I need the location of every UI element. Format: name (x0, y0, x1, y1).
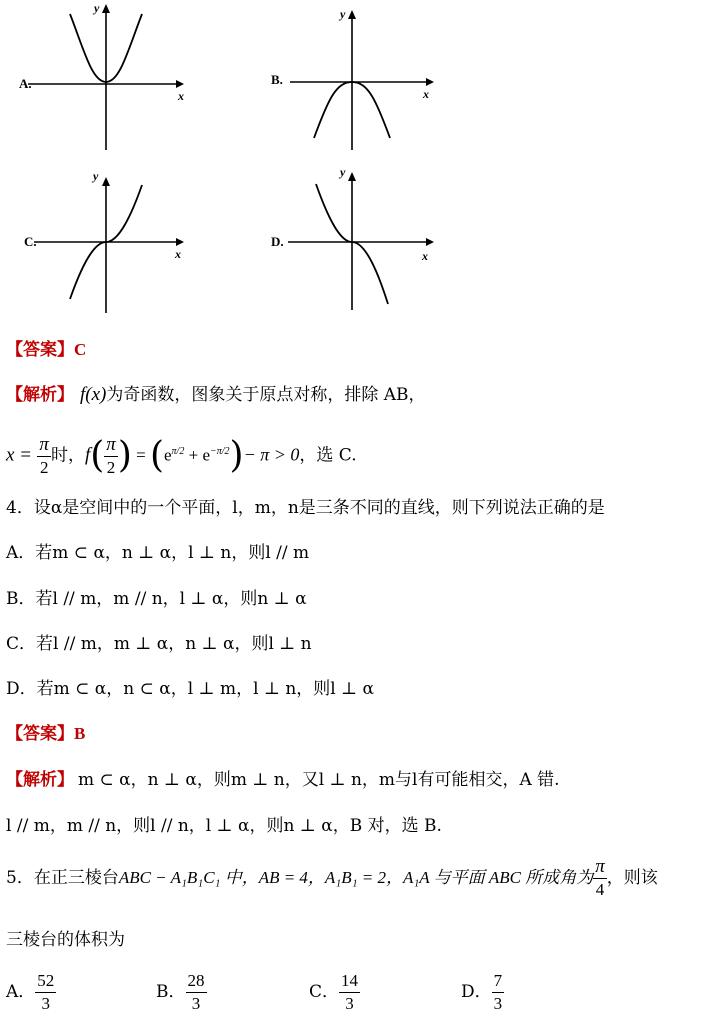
answer-value: C (74, 340, 87, 359)
q4-answer (6, 722, 85, 746)
x-axis-label: x (175, 247, 181, 261)
numerator: π (39, 433, 49, 455)
graph-d (268, 160, 458, 320)
q4-stem: 4．设α是空间中的一个平面，l，m，n是三条不同的直线，则下列说法正确的是 (6, 498, 605, 518)
denominator: 2 (39, 457, 49, 477)
graph-label: D. (271, 234, 284, 249)
denominator: 3 (493, 994, 503, 1013)
q4-option-d: D．若m ⊂ α，n ⊂ α，l ⊥ m，l ⊥ n，则l ⊥ α (6, 679, 375, 699)
analysis-text: 为奇函数，图象关于原点对称，排除 AB， (106, 385, 426, 405)
y-axis-label: y (340, 7, 346, 21)
graph-b-plot (268, 0, 458, 160)
q3-analysis-line2: x = $\frac{\pi}{2}$ 时，f( $\frac{\pi}{2}$ ) = $(e^{\pi/2} + e^{-\pi/2})- \pi > 0$，选 C. (6, 433, 357, 477)
exp-base: e (202, 445, 210, 465)
y-axis-label: y (93, 169, 99, 183)
q5-stem-line2: 三棱台的体积为 (6, 930, 125, 950)
option-label: A． (6, 982, 36, 1002)
stem-prefix: 5．在正三棱台 (6, 868, 119, 888)
q4-analysis-line2: l // m，m // n，则l // n，l ⊥ α，则n ⊥ α，B 对，选 B. (6, 816, 442, 836)
q5-option-c (309, 968, 360, 1016)
option-label: C． (309, 982, 340, 1002)
graph-a-plot (14, 0, 204, 160)
analysis-text: m ⊂ α，n ⊥ α，则m ⊥ n，又l ⊥ n，m与l有可能相交，A 错. (78, 770, 560, 790)
plus-sign: + (188, 445, 199, 465)
denominator: 4 (595, 880, 605, 899)
q5-stem-line1 (6, 853, 658, 903)
q3-answer (6, 338, 86, 362)
q5-options (6, 968, 706, 1018)
q4-option-b: B．若l // m，m // n，l ⊥ α，则n ⊥ α (6, 589, 307, 609)
stem-suffix: ，则该 (606, 868, 658, 888)
q3-analysis-line1 (6, 383, 426, 407)
graph-c (14, 165, 204, 325)
q4-option-c: C．若l // m，m ⊥ α，n ⊥ α，则l ⊥ n (6, 634, 312, 654)
inequality: − π > 0 (243, 444, 300, 465)
graph-a (14, 0, 204, 160)
stem-body: ABC − A₁B₁C₁ 中，AB = 4，A₁B₁ = 2，A₁A 与平面 ABC 所成角为 (118, 868, 594, 887)
graph-b (268, 0, 458, 160)
q5-option-d (461, 968, 504, 1016)
analysis-tag: 【解析】 (6, 385, 74, 405)
option-label: B． (156, 982, 186, 1002)
y-axis-label: y (94, 1, 100, 15)
q5-option-a (6, 968, 56, 1016)
choose-text: ，选 C. (299, 445, 357, 466)
q5-option-b (156, 968, 207, 1016)
fraction-pi-over-2-arg (104, 434, 118, 479)
graph-label: B. (271, 72, 283, 87)
x-axis-label: x (423, 87, 429, 101)
option-fraction (492, 970, 505, 1015)
denominator: 2 (106, 457, 116, 477)
q4-option-a: A．若m ⊂ α，n ⊥ α，l ⊥ n，则l // m (6, 543, 310, 563)
y-axis-label: y (340, 165, 346, 179)
denominator: 3 (191, 994, 201, 1013)
x-axis-label: x (422, 249, 428, 263)
numerator: 28 (186, 970, 207, 993)
time-text: 时， (50, 445, 85, 466)
graph-label: C. (24, 234, 37, 249)
option-fraction (35, 970, 56, 1015)
numerator: 52 (35, 970, 56, 993)
option-label: D． (461, 982, 492, 1002)
option-fraction (186, 970, 207, 1015)
function-expression: f(x) (80, 384, 107, 405)
fraction-pi-over-2 (37, 434, 51, 479)
x-equals: x = (6, 444, 33, 466)
q4-analysis-line1 (6, 768, 560, 792)
numerator: 14 (339, 970, 360, 993)
graph-label: A. (19, 76, 32, 91)
fraction-pi-over-4 (593, 856, 607, 901)
answer-tag: 【答案】 (6, 724, 74, 744)
numerator: π (106, 433, 116, 455)
answer-tag: 【答案】 (6, 340, 74, 360)
answer-value: B (74, 724, 86, 743)
denominator: 3 (41, 994, 51, 1013)
graph-d-plot (268, 160, 458, 320)
option-fraction (339, 970, 360, 1015)
exp-base: e (164, 445, 172, 465)
denominator: 3 (345, 994, 354, 1013)
x-axis-label: x (178, 89, 184, 103)
numerator: π (595, 856, 605, 877)
numerator: 7 (492, 970, 505, 993)
analysis-tag: 【解析】 (6, 770, 74, 790)
graph-c-plot (14, 165, 204, 325)
f-symbol: f (84, 444, 91, 466)
